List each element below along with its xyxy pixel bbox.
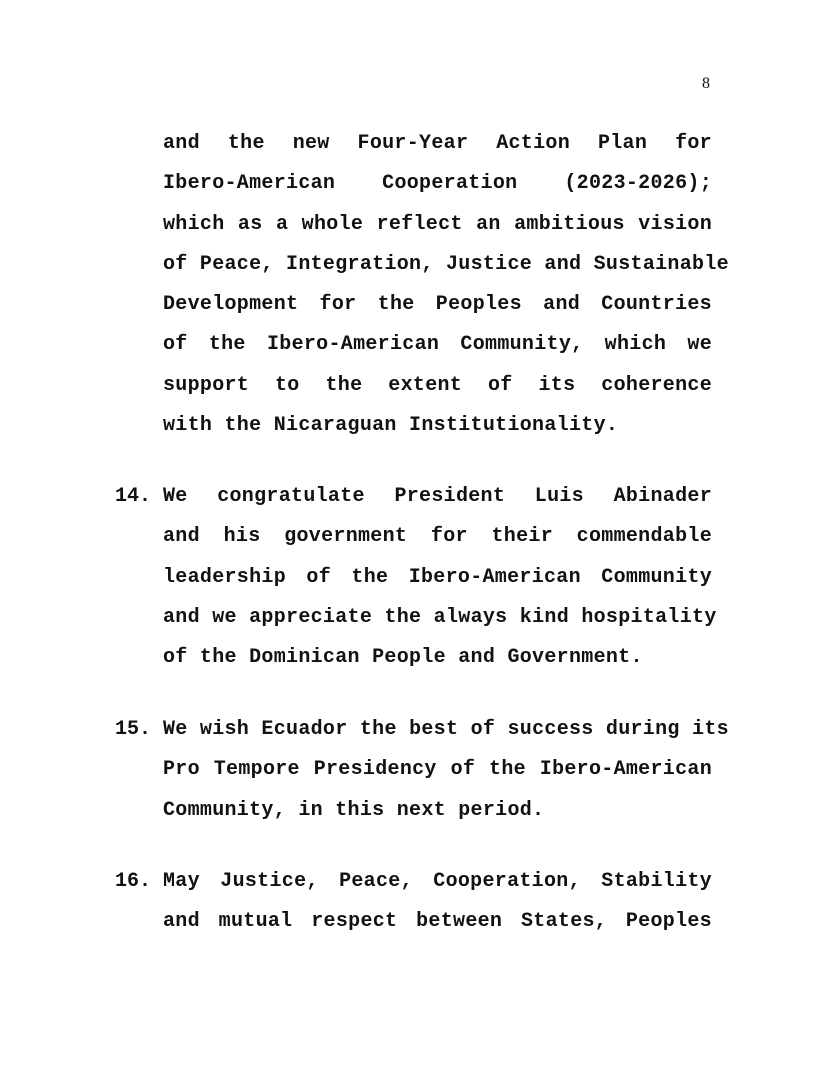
text-line: of the Dominican People and Government. [163,646,643,670]
paragraph-continuation [163,124,729,446]
text-line: Community, in this next period. [163,798,545,822]
item-text [163,862,712,943]
item-text [163,710,729,831]
text-line: with the Nicaraguan Institutionality. [163,414,619,438]
text-line: support to the extent of its coherence [163,373,713,397]
text-line: and his government for their commendable [163,525,712,549]
text-line: Pro Tempore Presidency of the Ibero-American [163,758,712,782]
page-number: 8 [702,75,710,92]
item-number: 15. [115,718,152,741]
text-line: We wish Ecuador the best of success during its [163,718,729,741]
text-line: Development for the Peoples and Countries [163,293,712,317]
text-line: May Justice, Peace, Cooperation, Stability [163,870,712,893]
text-line: which as a whole reflect an ambitious vision [163,212,713,236]
text-line: We congratulate President Luis Abinader [163,485,712,508]
text-line: and we appreciate the always kind hospitality [163,605,717,629]
text-line: and mutual respect between States, Peoples [163,910,712,934]
item-text [163,477,717,678]
text-line: of the Ibero-American Community, which we [163,333,713,357]
item-number: 16. [115,870,152,893]
text-line: leadership of the Ibero-American Community [163,565,713,589]
text-line: of Peace, Integration, Justice and Sustainable [163,252,729,276]
text-line: Ibero-American Cooperation (2023-2026); [163,172,712,196]
text-line: and the new Four-Year Action Plan for [163,132,712,155]
item-number: 14. [115,485,152,508]
